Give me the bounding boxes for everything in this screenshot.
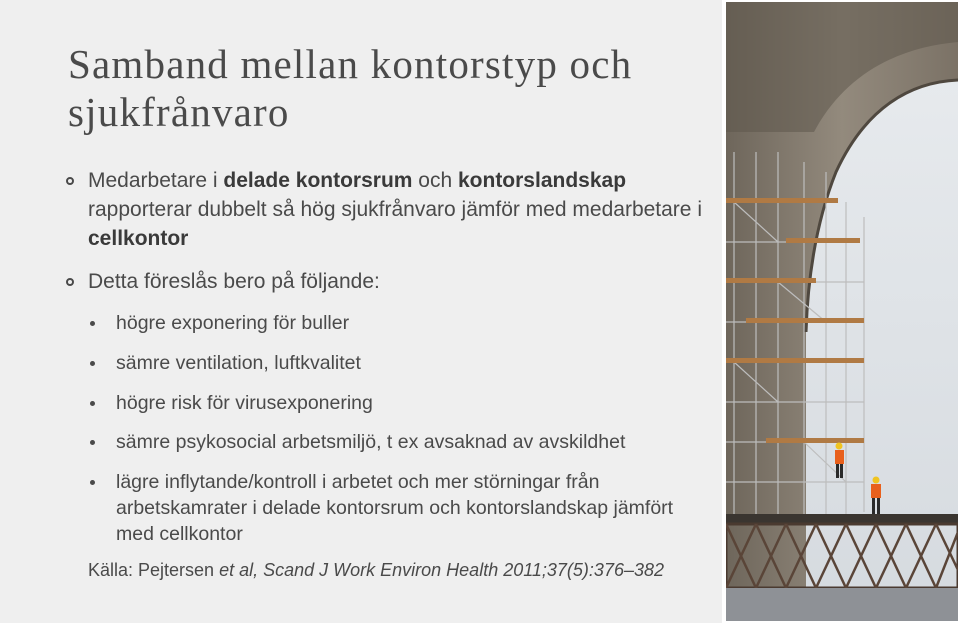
dot-bullet-icon <box>90 401 95 406</box>
source-citation <box>88 560 664 581</box>
dot-bullet-icon <box>90 480 95 485</box>
sub-bullet-text: högre risk för virusexponering <box>116 392 373 414</box>
bullet-text: Medarbetare i <box>88 169 224 192</box>
source-prefix: Källa: Pejtersen <box>88 560 220 580</box>
bridge-scaffolding-photo <box>726 2 958 621</box>
bullet-text: rapporterar dubbelt så hög sjukfrånvaro jämför med medarbetare i <box>88 198 702 221</box>
source-reference: et al, Scand J Work Environ Health 2011;37(5):376–382 <box>219 560 665 580</box>
bullet-text: Detta föreslås bero på följande: <box>88 270 380 293</box>
ring-bullet-icon <box>66 177 74 185</box>
bullet-bold-cell-office: cellkontor <box>88 227 189 250</box>
sub-bullet-item <box>116 429 706 455</box>
sub-bullet-item <box>116 350 706 376</box>
bridge-scaffolding-image <box>726 2 958 621</box>
sub-bullet-text: sämre psykosocial arbetsmiljö, t ex avsaknad av avskildhet <box>116 431 626 453</box>
sub-bullet-text: högre exponering för buller <box>116 312 350 334</box>
slide-title: Samband mellan kontorstyp och sjukfrånvaro <box>68 41 633 135</box>
bullet-causes <box>88 267 718 296</box>
ring-bullet-icon <box>66 278 74 286</box>
sub-bullet-item <box>116 469 706 547</box>
sub-bullet-item <box>116 390 706 416</box>
sub-bullet-text: sämre ventilation, luftkvalitet <box>116 352 361 374</box>
bullet-text: och <box>412 169 458 192</box>
bullet-bold-open-plan: kontorslandskap <box>457 169 627 192</box>
bullet-office-type <box>88 166 718 253</box>
sub-bullet-item <box>116 310 706 336</box>
dot-bullet-icon <box>90 321 95 326</box>
ground <box>726 588 958 621</box>
sub-bullet-text: lägre inflytande/kontroll i arbetet och mer störningar från arbetskamrater i delade kontorsrum och kontorslandskap jämfört med cellkontor <box>116 471 674 545</box>
bullet-bold-shared-rooms: delade kontorsrum <box>223 169 413 192</box>
dot-bullet-icon <box>90 361 95 366</box>
dot-bullet-icon <box>90 440 95 445</box>
